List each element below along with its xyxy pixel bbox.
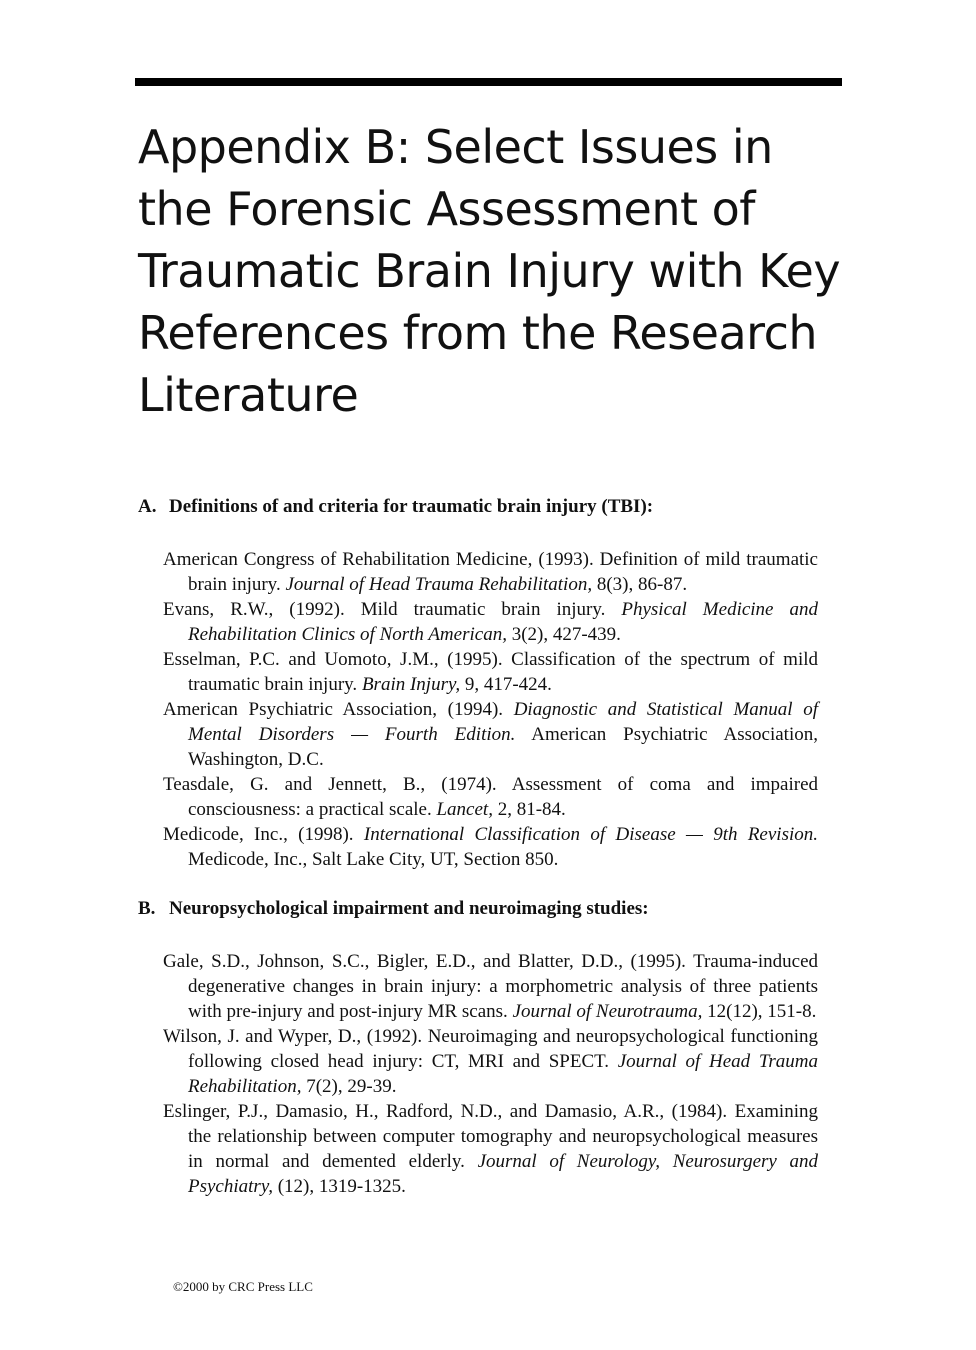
reference-source: Journal of Neurotrauma,: [512, 1001, 703, 1022]
reference-item: [163, 822, 818, 872]
reference-source: Journal of Head Trauma Rehabilitation,: [285, 574, 593, 595]
reference-details: 7(2), 29-39.: [301, 1076, 397, 1097]
section-letter: B.: [138, 898, 156, 919]
copyright-footer: ©2000 by CRC Press LLC: [173, 1279, 313, 1294]
reference-text: Medicode, Inc., (1998).: [163, 824, 364, 845]
reference-item: [163, 597, 818, 647]
reference-details: American Psychiatric Association, Washington, D.C.: [188, 724, 818, 770]
reference-source: Physical Medicine and Rehabilitation Clinics of North American,: [188, 599, 818, 645]
reference-details: 2, 81-84.: [492, 799, 566, 820]
reference-details: 12(12), 151-8.: [702, 1001, 817, 1022]
section-heading-text: Definitions of and criteria for traumatic brain injury (TBI):: [169, 496, 654, 517]
reference-source: International Classification of Disease — 9th Revision.: [363, 824, 818, 845]
reference-list: [138, 949, 818, 1199]
reference-details: 9, 417-424.: [460, 674, 552, 695]
page-title: Appendix B: Select Issues in the Forensic Assessment of Traumatic Brain Injury with Key References from the Research Literature: [138, 120, 841, 422]
reference-source: Journal of Neurology, Neurosurgery and Psychiatry,: [188, 1151, 819, 1197]
reference-source: Journal of Head Trauma Rehabilitation,: [188, 1051, 818, 1097]
section-heading: [138, 494, 818, 519]
section-letter: A.: [138, 496, 157, 517]
reference-item: [163, 1099, 819, 1199]
reference-text: Evans, R.W., (1992). Mild traumatic brain injury.: [163, 599, 622, 620]
reference-source: Brain Injury,: [361, 674, 461, 695]
reference-text: Wilson, J. and Wyper, D., (1992). Neuroimaging and neuropsychological functioning following closed head injury: CT, MRI and SPECT.: [163, 1026, 818, 1072]
reference-item: [163, 547, 818, 597]
reference-item: [163, 1024, 818, 1099]
reference-details: 8(3), 86-87.: [592, 574, 688, 595]
reference-details: (12), 1319-1325.: [272, 1176, 406, 1197]
section-heading-text: Neuropsychological impairment and neuroimaging studies:: [169, 898, 649, 919]
reference-item: [163, 949, 818, 1024]
reference-text: Gale, S.D., Johnson, S.C., Bigler, E.D., and Blatter, D.D., (1995). Trauma-induced degenerative changes in brain injury: a morphometric analysis of three patients with pre-injury and post-injury MR scans.: [163, 951, 818, 1022]
reference-text: American Psychiatric Association, (1994).: [163, 699, 514, 720]
reference-text: Esselman, P.C. and Uomoto, J.M., (1995). Classification of the spectrum of mild traumatic brain injury.: [163, 649, 818, 695]
reference-details: Medicode, Inc., Salt Lake City, UT, Section 850.: [188, 849, 559, 870]
top-rule: [135, 78, 842, 86]
reference-item: [163, 697, 818, 772]
reference-item: [163, 772, 818, 822]
reference-text: American Congress of Rehabilitation Medicine, (1993). Definition of mild traumatic brain injury.: [163, 549, 818, 595]
reference-text: Eslinger, P.J., Damasio, H., Radford, N.D., and Damasio, A.R., (1984). Examining the relationship between computer tomography and neuropsychological measures in normal and demented elderly.: [163, 1101, 818, 1172]
reference-source: Lancet,: [436, 799, 493, 820]
reference-list: [138, 547, 818, 872]
reference-text: Teasdale, G. and Jennett, B., (1974). Assessment of coma and impaired consciousness: a practical scale.: [163, 774, 818, 820]
reference-source: Diagnostic and Statistical Manual of Mental Disorders — Fourth Edition.: [188, 699, 818, 745]
reference-details: 3(2), 427-439.: [506, 624, 621, 645]
section-a: [138, 494, 818, 872]
section-b: [138, 896, 818, 1199]
reference-item: [163, 647, 818, 697]
section-heading: [138, 896, 818, 921]
